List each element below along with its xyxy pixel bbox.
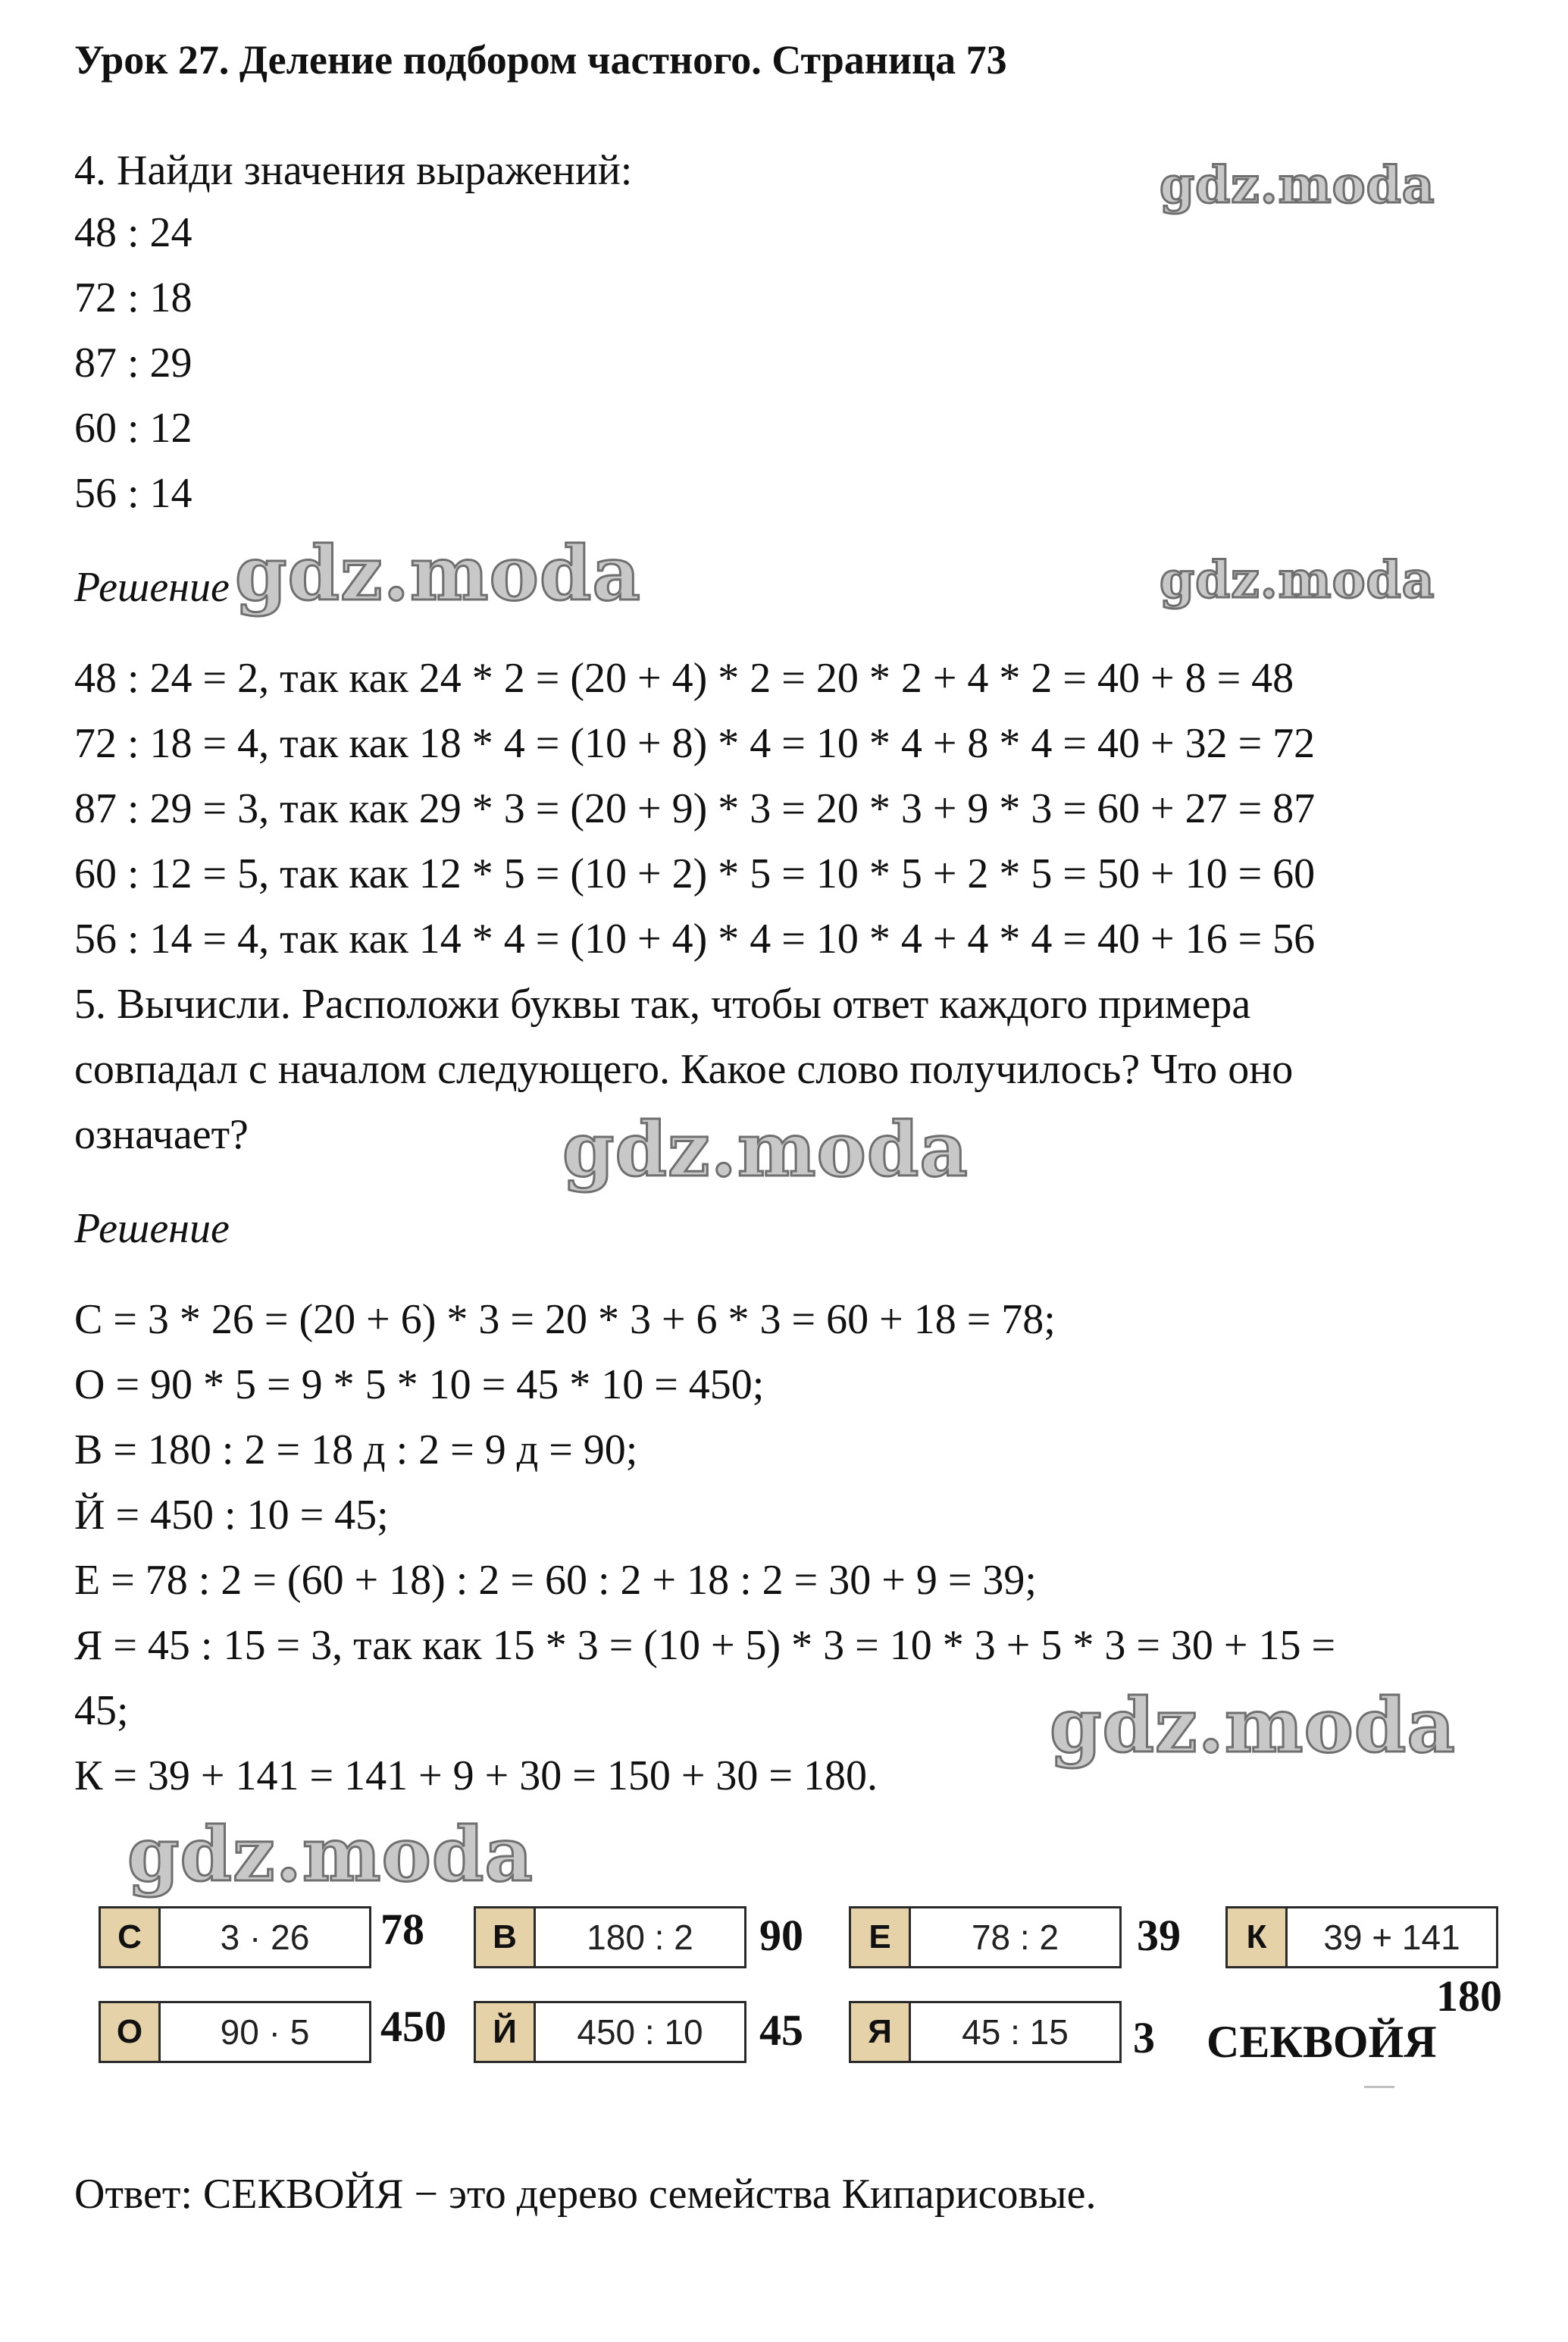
card-letter: Й — [476, 2003, 536, 2061]
task5-solution-line: К = 39 + 141 = 141 + 9 + 30 = 150 + 30 = 180. — [74, 1752, 878, 1799]
watermark: gdz.moda — [562, 1107, 969, 1194]
card-result: 180 — [1436, 1971, 1502, 2021]
task5-prompt-line: 5. Вычисли. Расположи буквы так, чтобы ответ каждого примера — [74, 981, 1251, 1028]
card-letter: С — [101, 1908, 161, 1966]
card-item — [99, 1906, 371, 1968]
card-item — [474, 1906, 746, 1968]
task5-solution-line: Й = 450 : 10 = 45; — [74, 1492, 389, 1539]
task4-expression: 48 : 24 — [74, 209, 192, 256]
answer-line: Ответ: СЕКВОЙЯ − это дерево семейства Кипарисовые. — [74, 2171, 1097, 2218]
card-expression: 90 · 5 — [220, 2012, 310, 2052]
result-word: СЕКВОЙЯ — [1207, 2017, 1437, 2067]
card-item — [1225, 1906, 1498, 1968]
card-result: 3 — [1133, 2013, 1155, 2062]
card-result: 450 — [380, 2002, 446, 2051]
card-item — [99, 2001, 371, 2063]
task4-expression: 87 : 29 — [74, 340, 192, 387]
card-result: 90 — [759, 1911, 803, 1960]
card-item — [849, 1906, 1122, 1968]
task5-solution-line: О = 90 * 5 = 9 * 5 * 10 = 45 * 10 = 450; — [74, 1361, 765, 1408]
task5-solution-line: В = 180 : 2 = 18 д : 2 = 9 д = 90; — [74, 1426, 638, 1473]
task4-solution-line: 56 : 14 = 4, так как 14 * 4 = (10 + 4) * 4 = 10 * 4 + 4 * 4 = 40 + 16 = 56 — [74, 916, 1316, 963]
card-letter: Я — [851, 2003, 911, 2061]
task5-solution-label: Решение — [74, 1205, 230, 1252]
card-expression: 450 : 10 — [577, 2012, 703, 2052]
task4-expression: 60 : 12 — [74, 405, 192, 452]
card-item — [849, 2001, 1122, 2063]
card-letter: К — [1228, 1908, 1288, 1966]
scan-artifact — [1364, 2086, 1394, 2088]
task4-solution-label: Решение — [74, 564, 230, 611]
card-expression: 180 : 2 — [587, 1918, 693, 1957]
task4-solution-line: 87 : 29 = 3, так как 29 * 3 = (20 + 9) * 3 = 20 * 3 + 9 * 3 = 60 + 27 = 87 — [74, 785, 1316, 832]
task5-solution-line: Я = 45 : 15 = 3, так как 15 * 3 = (10 + 5) * 3 = 10 * 3 + 5 * 3 = 30 + 15 = — [74, 1622, 1336, 1669]
card-letter: В — [476, 1908, 536, 1966]
card-expression: 3 · 26 — [220, 1918, 310, 1957]
card-letter: Е — [851, 1908, 911, 1966]
watermark: gdz.moda — [1160, 155, 1435, 214]
page-title: Урок 27. Деление подбором частного. Страница 73 — [74, 37, 1007, 83]
card-expression: 78 : 2 — [971, 1918, 1059, 1957]
task4-prompt: 4. Найди значения выражений: — [74, 147, 633, 194]
task4-expression: 56 : 14 — [74, 470, 192, 517]
watermark: gdz.moda — [235, 531, 641, 618]
card-result: 78 — [380, 1905, 424, 1954]
task4-solution-line: 60 : 12 = 5, так как 12 * 5 = (10 + 2) * 5 = 10 * 5 + 2 * 5 = 50 + 10 = 60 — [74, 850, 1316, 897]
task5-solution-line: 45; — [74, 1687, 129, 1734]
task4-expression: 72 : 18 — [74, 274, 192, 321]
watermark: gdz.moda — [127, 1811, 534, 1899]
card-result: 45 — [759, 2005, 803, 2055]
task4-solution-line: 72 : 18 = 4, так как 18 * 4 = (10 + 8) * 4 = 10 * 4 + 8 * 4 = 40 + 32 = 72 — [74, 720, 1316, 767]
task5-prompt-line: совпадал с началом следующего. Какое слово получилось? Что оно — [74, 1046, 1294, 1093]
card-item — [474, 2001, 746, 2063]
card-result: 39 — [1137, 1911, 1181, 1960]
watermark: gdz.moda — [1160, 550, 1435, 609]
card-letter: О — [101, 2003, 161, 2061]
task5-prompt-line: означает? — [74, 1111, 249, 1158]
task5-solution-line: С = 3 * 26 = (20 + 6) * 3 = 20 * 3 + 6 * 3 = 60 + 18 = 78; — [74, 1296, 1056, 1343]
task5-solution-line: Е = 78 : 2 = (60 + 18) : 2 = 60 : 2 + 18 : 2 = 30 + 9 = 39; — [74, 1557, 1037, 1604]
card-expression: 45 : 15 — [962, 2012, 1069, 2052]
watermark: gdz.moda — [1050, 1683, 1456, 1770]
task4-solution-line: 48 : 24 = 2, так как 24 * 2 = (20 + 4) * 2 = 20 * 2 + 4 * 2 = 40 + 8 = 48 — [74, 655, 1294, 702]
card-expression: 39 + 141 — [1323, 1918, 1460, 1957]
